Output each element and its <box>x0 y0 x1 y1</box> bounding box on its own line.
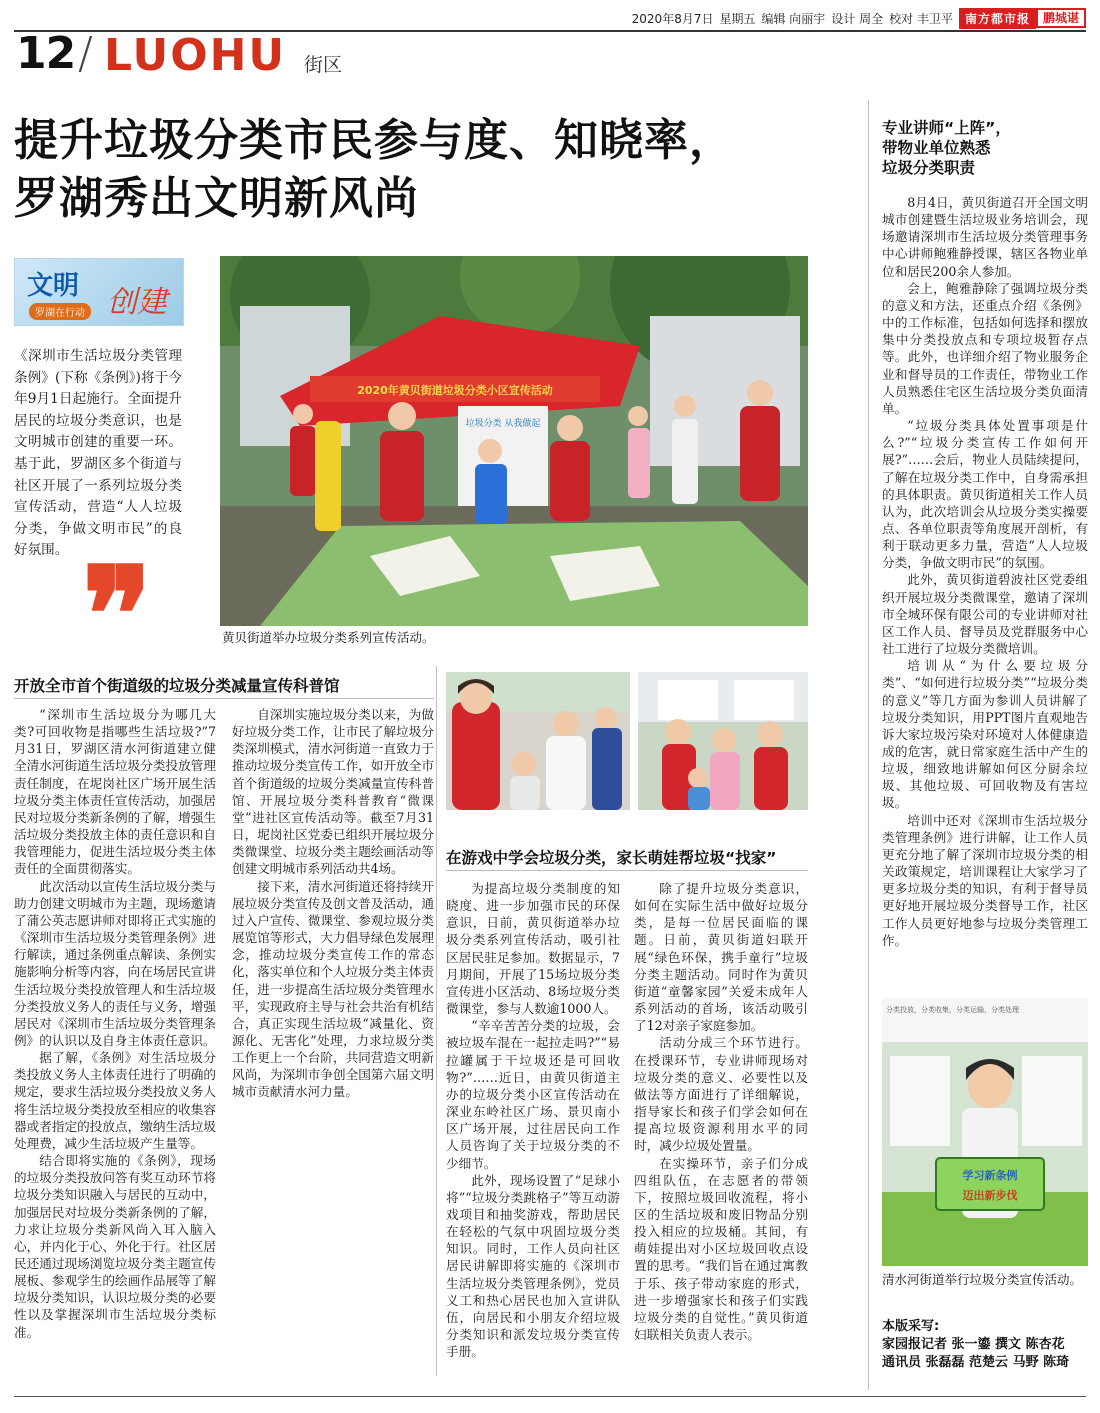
main-photo-caption: 黄贝街道举办垃圾分类系列宣传活动。 <box>222 630 435 645</box>
civilization-campaign-logo <box>14 258 184 326</box>
photo-banner-text: 2020年黄贝街道垃圾分类小区宣传活动 <box>357 384 553 397</box>
article2-paragraph: “辛辛苦苦分类的垃圾，会被垃圾车混在一起拉走吗?”“易拉罐属于干垃圾还是可回收物?”……近日，由黄贝街道主办的垃圾分类小区宣传活动在深业东岭社区广场、景贝南小区广场开展，过往居民向工作人员咨询了关于垃圾分类的不少细节。 <box>446 1018 620 1171</box>
article1-paragraph: 自深圳实施垃圾分类以来，为做好垃圾分类工作，让市民了解垃圾分类深圳模式，清水河街道一直致力于推动垃圾分类宣传工作，如开放全市首个街道级的垃圾分类减量宣传科普馆、开展垃圾分类科普教育“微课堂”进社区宣传活动等。截至7月31日，坭岗社区党委已组织开展垃圾分类微课堂、垃圾分类主题绘画活动等创建文明城市系列活动共4场。 <box>232 707 434 877</box>
headline-line2: 罗湖秀出文明新风尚 <box>14 173 419 224</box>
article2-rule <box>446 870 808 871</box>
main-photo <box>220 256 808 626</box>
article2-paragraph: 在实操环节，亲子们分成四组队伍，在志愿者的带领下，按照垃圾回收流程，将小区的生活垃圾和废旧物品分别投入相应的垃圾桶。其间，有萌娃提出对小区垃圾回收点设置的思考。“我们旨在通过寓教于乐、孩子带动家庭的形式，进一步增强家长和孩子们实践垃圾分类的自觉性。”黄贝街道妇联相关负责人表示。 <box>634 1155 808 1343</box>
article2-title: 在游戏中学会垃圾分类，家长萌娃帮垃圾“找家” <box>446 849 777 867</box>
article1-rule <box>14 698 434 699</box>
article3-title-line: 专业讲师“上阵”， <box>882 119 1011 137</box>
issue-date: 2020年8月7日 <box>631 11 714 26</box>
article2-photo-right <box>638 672 808 810</box>
credits-title: 本版采写: <box>882 1319 940 1334</box>
masthead-logo <box>959 8 1086 28</box>
article3-body <box>882 194 1088 949</box>
credits-line: 通讯员 张磊磊 范楚云 马野 陈琦 <box>882 1355 1070 1370</box>
column-divider <box>868 100 869 1390</box>
article3-paragraph: 培训中还对《深圳市生活垃圾分类管理条例》进行讲解，让工作人员更充分地了解了深圳市垃圾分类的相关政策规定，培训课程让大家学习了更多垃圾分类的知识，有利于督导员更好地开展垃圾分类督导工作，社区工作人员更好地参与垃圾分类管理工作。 <box>882 812 1088 948</box>
logo-text-2: 创建 <box>107 285 167 320</box>
article1-paragraph: 据了解，《条例》对生活垃圾分类投放义务人主体责任进行了明确的规定，要求生活垃圾分类投放义务人将生活垃圾分类投放至相应的收集容器或者指定的投放点，缴纳生活垃圾处理费，减少生活垃圾产生量等。 <box>14 1050 216 1151</box>
article1-title: 开放全市首个街道级的垃圾分类减量宣传科普馆 <box>14 677 340 695</box>
article3-paragraph: 此外，黄贝街道碧波社区党委组织开展垃圾分类微课堂，邀请了深圳市全城环保有限公司的专业讲师对社区工作人员、督导员及党群服务中心社工进行了垃圾分类微培训。 <box>882 572 1088 657</box>
issue-weekday: 星期五 <box>719 11 756 26</box>
lead-paragraph: 《深圳市生活垃圾分类管理条例》(下称《条例》)将于今年9月1日起施行。全面提升居民的垃圾分类意识，也是文明城市创建的重要一环。基于此，罗湖区多个街道与社区开展了一系列垃圾分类宣传活动，营造“人人垃圾分类，争做文明市民”的良好氛围。 <box>14 348 182 559</box>
article3-paragraph: “垃圾分类具体处置事项是什么?”“垃圾分类宣传工作如何开展?”……会后，物业人员陆续提问，了解在垃圾分类工作中，自身需承担的具体职责。黄贝街道相关工作人员认为，此次培训会从垃圾分类实操要点、各单位职责等角度展开剖析，有利于联动更多力量，营造“人人垃圾分类，争做文明市民”的氛围。 <box>882 418 1088 571</box>
side-photo-wall-text: 分类投放，分类收集，分类运输，分类处理 <box>886 1006 1019 1014</box>
article1-paragraph: 此次活动以宣传生活垃圾分类与助力创建文明城市为主题，现场邀请了蒲公英志愿讲师对即将正式实施的《深圳市生活垃圾分类管理条例》进行解读，通过条例重点解读、条例实施影响分析等内容，向在场居民宣讲生活垃圾分类投放管理人和生活垃圾分类投放义务人的责任与义务，增强居民对《深圳市生活垃圾分类管理条例》的认识以及自身主体责任意识。 <box>14 878 216 1048</box>
column-divider <box>436 666 437 1376</box>
credits-box <box>882 1318 1092 1372</box>
quote-mark-icon: ❞ <box>82 538 152 691</box>
side-photo <box>882 998 1088 1266</box>
side-photo-sign-line1: 学习新条例 <box>962 1169 1018 1182</box>
masthead-sub: 鹏城谌 <box>1036 8 1086 28</box>
article2-paragraph: 此外，现场设置了“足球小将”“垃圾分类跳格子”等互动游戏项目和抽奖游戏，帮助居民在轻松的气氛中巩固垃圾分类知识。同时，工作人员向社区居民讲解即将实施的《深圳市生活垃圾分类管理条例》，党员义工和热心居民也加入宣讲队伍，向居民和小朋友介绍垃圾分类知识和派发垃圾分类宣传手册。 <box>446 1172 620 1360</box>
editor-credit: 编辑 向丽宇 <box>761 11 826 26</box>
page-number: 12 <box>16 28 76 79</box>
side-photo-caption: 清水河街道举行垃圾分类宣传活动。 <box>882 1272 1083 1287</box>
article3-title-line: 带物业单位熟悉 <box>882 139 991 157</box>
article2-body <box>446 880 808 1370</box>
article2-paragraph: 活动分成三个环节进行。在授课环节，专业讲师现场对垃圾分类的意义、必要性以及做法等方面进行了详细解说，指导家长和孩子们学会如何在提高垃圾资源利用水平的同时，减少垃圾处置量。 <box>634 1035 808 1154</box>
article3-title-line: 垃圾分类职责 <box>882 159 976 177</box>
page-name: LUOHU <box>104 30 287 81</box>
article3-paragraph: 会上，鲍雅静除了强调垃圾分类的意义和方法，还重点介绍《条例》中的工作标准，包括如何选择和摆放集中分类投放点和专项垃圾暂存点等。此外，也详细介绍了物业服务企业和督导员的工作责任，带物业工作人员熟悉住宅区生活垃圾分类负面清单。 <box>882 280 1088 416</box>
page-meta <box>632 8 1086 28</box>
main-headline <box>14 112 854 228</box>
designer-credit: 设计 周全 <box>831 11 884 26</box>
article1-paragraph: 接下来，清水河街道还将持续开展垃圾分类宣传及创文普及活动，通过入户宣传、微课堂、参观垃圾分类展览馆等形式，大力倡导绿色发展理念，推动垃圾分类宣传工作的常态化，落实单位和个人垃圾分类主体责任，进一步提高生活垃圾分类管理水平，实现政府主导与社会共治有机结合，真正实现生活垃圾“减量化、资源化、无害化”处理，力求垃圾分类工作更上一个台阶，共同营造文明新风尚，为深圳市争创全国第六届文明城市贡献清水河力量。 <box>232 878 434 1100</box>
article1-body <box>14 706 434 1370</box>
photo-board-text: 垃圾分类 从我做起 <box>465 419 541 429</box>
logo-text-1: 文明 <box>27 271 80 301</box>
logo-tag: 罗湖在行动 <box>29 303 91 320</box>
page-slash: / <box>78 28 93 79</box>
article3-title <box>882 118 1082 178</box>
article2-paragraph: 为提高垃圾分类制度的知晓度、进一步加强市民的环保意识，日前，黄贝街道举办垃圾分类系列宣传活动，吸引社区居民驻足参加。数据显示，7月期间，开展了15场垃圾分类宣传进小区活动、8场垃圾分类微课堂，参与人数逾1000人。 <box>446 881 620 1017</box>
article3-paragraph: 8月4日，黄贝街道召开全国文明城市创建暨生活垃圾业务培训会，现场邀请深圳市生活垃圾分类管理事务中心讲师鲍雅静授课，辖区各物业单位和居民200余人参加。 <box>882 195 1088 279</box>
section-name: 街区 <box>304 54 343 76</box>
footer-rule <box>14 1396 1086 1397</box>
article1-paragraph: 结合即将实施的《条例》，现场的垃圾分类投放问答有奖互动环节将垃圾分类知识融入与居民的互动中，加强居民对垃圾分类新条例的了解，力求让垃圾分类新风尚入耳入脑入心，并内化于心、外化于行。社区居民还通过现场浏览垃圾分类主题宣传展板、参观学生的绘画作品展等了解垃圾分类知识，认识垃圾分类的必要性以及掌握深圳市生活垃圾分类标准。 <box>14 1153 216 1340</box>
article2-paragraph: 除了提升垃圾分类意识，如何在实际生活中做好垃圾分类，是每一位居民面临的课题。日前，黄贝街道妇联开展“绿色环保，携手童行”垃圾分类主题活动。同时作为黄贝街道“童馨家园”关爱未成年人系列活动的首场，该活动吸引了12对亲子家庭参加。 <box>634 881 808 1034</box>
credits-line: 家园报记者 张一鎏 撰文 陈杏花 <box>882 1337 1065 1352</box>
masthead-main: 南方都市报 <box>959 8 1036 29</box>
article2-photo-left <box>446 672 630 810</box>
article1-paragraph: “深圳市生活垃圾分为哪几大类?可回收物是指哪些生活垃圾?”7月31日，罗湖区清水河街道建立健全清水河街道生活垃圾分类投放管理责任制度，在坭岗社区广场开展生活垃圾分类主体责任宣传活动，加强居民对垃圾分类新条例的了解，增强生活垃圾分类投放主体的责任意识和自我管理能力，促进生活垃圾分类主体责任的全面贯彻落实。 <box>14 707 216 877</box>
article3-paragraph: 培训从“为什么要垃圾分类”、“如何进行垃圾分类”“垃圾分类的意义”等几方面为参训人员讲解了垃圾分类知识，用PPT图片直观地告诉大家垃圾污染对环境对人体健康造成的危害，就日常家庭生活中产生的垃圾，细致地讲解如何区分厨余垃圾、其他垃圾、可回收物及有害垃圾。 <box>882 658 1088 811</box>
side-photo-sign-line2: 迈出新步伐 <box>962 1189 1018 1202</box>
headline-line1: 提升垃圾分类市民参与度、知晓率， <box>14 115 734 166</box>
proofreader-credit: 校对 丰卫平 <box>889 11 953 26</box>
